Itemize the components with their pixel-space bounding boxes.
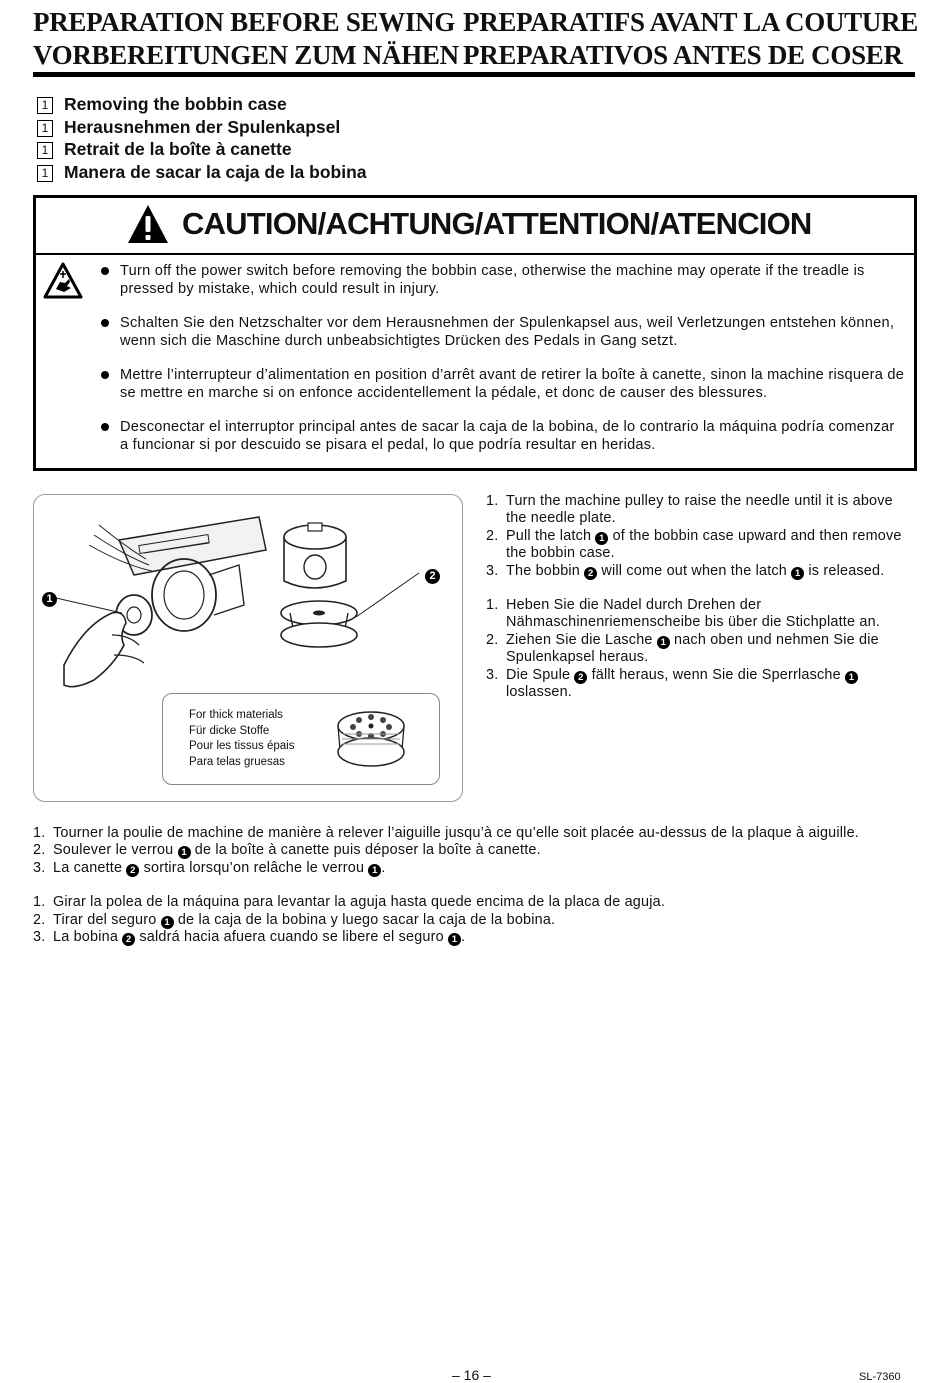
step-fr-2: 2. Soulever le verrou 1 de la boîte à canette puis déposer la boîte à canette.	[33, 842, 541, 859]
circled-number: 1	[657, 636, 670, 649]
step-en-3: 3. The bobbin 2 will come out when the latch 1 is released.	[486, 562, 885, 579]
caution-title: CAUTION/ACHTUNG/ATTENTION/ATENCION	[182, 206, 812, 241]
section-number-box: 1	[37, 142, 53, 159]
section-number-box: 1	[37, 97, 53, 114]
circled-number: 2	[584, 567, 597, 580]
circled-number: 1	[791, 567, 804, 580]
bobbin-removal-illustration	[34, 495, 462, 695]
thick-materials-inset	[162, 693, 440, 785]
step-fr-1: 1. Tourner la poulie de machine de manière à relever l’aiguille jusqu’à ce qu’elle soit placée au-dessus de la plaque à aiguille.	[33, 825, 859, 841]
hand-injury-hazard-icon	[43, 262, 83, 300]
title-english: PREPARATION BEFORE SEWING	[33, 7, 456, 37]
step-de-1: 1. Heben Sie die Nadel durch Drehen der Nähmaschinenriemenscheibe bis über die Stichplatte an.	[486, 597, 880, 631]
caution-header	[36, 198, 914, 255]
caution-box	[33, 195, 917, 471]
step-de-3: 3. Die Spule 2 fällt heraus, wenn Sie die Sperrlasche 1 loslassen.	[486, 667, 916, 702]
steps-french	[33, 825, 917, 946]
caution-text-french: Mettre l’interrupteur d’alimentation en position d’arrêt avant de retirer la boîte à canette, sinon la machine risquera de se mettre en marche si on enfonce accidentellement la pédale, et donc de causer des blessures.	[98, 366, 906, 402]
section-number-box: 1	[37, 165, 53, 182]
circled-number: 2	[122, 933, 135, 946]
circled-number: 1	[368, 864, 381, 877]
header-rule	[33, 72, 915, 77]
circled-number: 1	[448, 933, 461, 946]
circled-number: 1	[595, 532, 608, 545]
callout-2-bobbin: 2	[425, 569, 440, 584]
caution-text-german: Schalten Sie den Netzschalter vor dem Herausnehmen der Spulenkapsel aus, weil Verletzungen entstehen können, wenn sich die Maschine durch unbeabsichtigtes Drücken des Pedals in Gang setzt.	[98, 314, 906, 350]
section-heading-english: 1 Removing the bobbin case	[37, 93, 287, 116]
circled-number: 1	[845, 671, 858, 684]
step-es-1: 1. Girar la polea de la máquina para levantar la aguja hasta quede encima de la placa de aguja.	[33, 894, 666, 911]
step-es-2: 2. Tirar del seguro 1 de la caja de la bobina y luego sacar la caja de la bobina.	[33, 911, 556, 928]
section-heading-french: 1 Retrait de la boîte à canette	[37, 138, 292, 161]
thick-bobbin-icon	[331, 706, 411, 774]
circled-number: 2	[126, 864, 139, 877]
step-fr-3: 3. La canette 2 sortira lorsqu’on relâche le verrou 1 .	[33, 859, 386, 876]
section-number-box: 1	[37, 120, 53, 137]
step-en-1: 1. Turn the machine pulley to raise the needle until it is above the needle plate.	[486, 493, 893, 527]
step-es-3: 3. La bobina 2 saldrá hacia afuera cuando se libere el seguro 1 .	[33, 929, 466, 946]
title-french: PREPARATIFS AVANT LA COUTURE	[463, 7, 918, 37]
section-heading-spanish: 1 Manera de sacar la caja de la bobina	[37, 161, 367, 184]
caution-body	[98, 262, 906, 470]
inset-caption: For thick materials Für dicke Stoffe Pour les tissus épais Para telas gruesas	[189, 709, 295, 768]
section-heading-german: 1 Herausnehmen der Spulenkapsel	[37, 116, 340, 139]
caution-text-spanish: Desconectar el interruptor principal antes de sacar la caja de la bobina, de lo contrario la máquina podría comenzar a funcionar si por descuido se pisara el pedal, lo que podría resultar en heridas.	[98, 418, 906, 454]
callout-1-latch: 1	[42, 592, 57, 607]
title-spanish: PREPARATIVOS ANTES DE COSER	[463, 40, 903, 70]
warning-triangle-icon	[126, 203, 170, 245]
bobbin-case-figure	[33, 494, 463, 802]
page-number: – 16 –	[452, 1367, 491, 1383]
circled-number: 1	[161, 916, 174, 929]
model-code: SL-7360	[859, 1371, 901, 1383]
caution-text-english: Turn off the power switch before removing the bobbin case, otherwise the machine may operate if the treadle is pressed by mistake, which could result in injury.	[98, 262, 906, 298]
title-german: VORBEREITUNGEN ZUM NÄHEN	[33, 40, 459, 70]
circled-number: 1	[178, 846, 191, 859]
step-en-2: 2. Pull the latch 1 of the bobbin case upward and then remove the bobbin case.	[486, 527, 902, 562]
step-de-2: 2. Ziehen Sie die Lasche 1 nach oben und nehmen Sie die Spulenkapsel heraus.	[486, 631, 879, 666]
steps-english	[486, 493, 916, 701]
circled-number: 2	[574, 671, 587, 684]
